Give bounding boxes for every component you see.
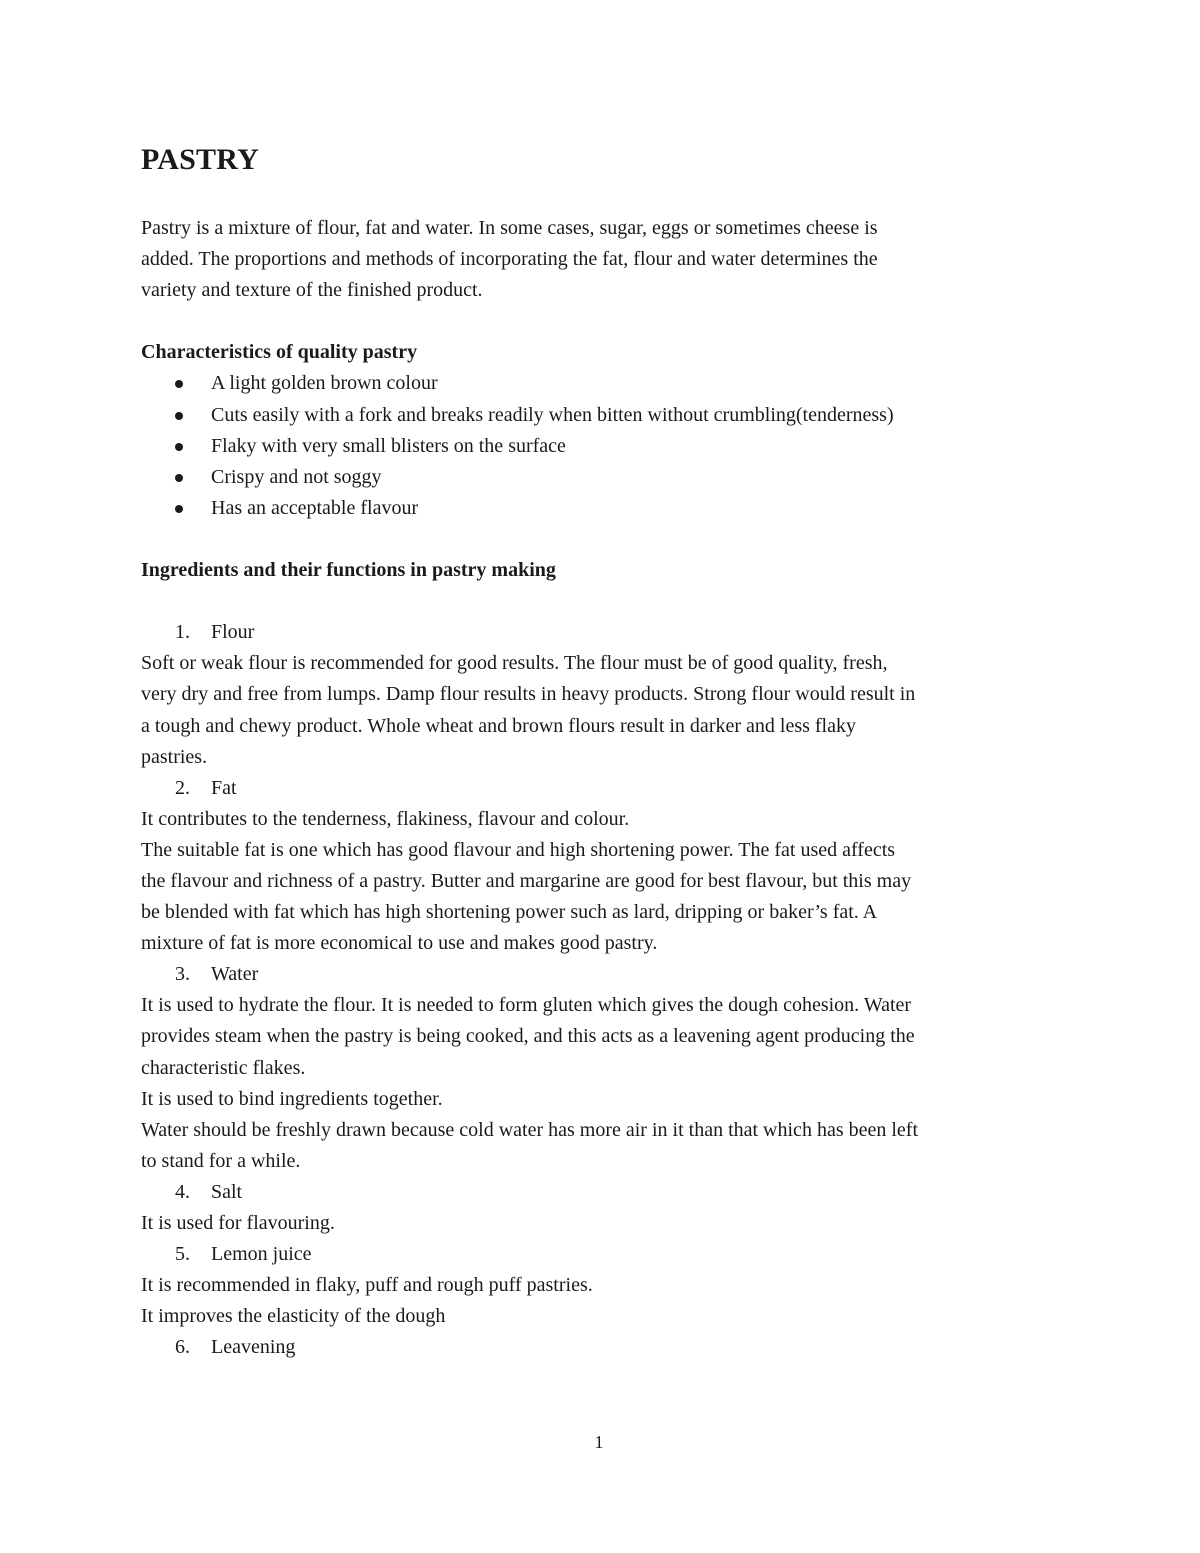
ingredient-text: mixture of fat is more economical to use and makes good pastry. bbox=[141, 932, 658, 955]
ingredient-text: characteristic flakes. bbox=[141, 1056, 306, 1079]
ingredient-text: very dry and free from lumps. Damp flour results in heavy products. Strong flour would result in bbox=[141, 683, 916, 706]
bullet-icon bbox=[175, 380, 183, 388]
ingredient-name: Flour bbox=[211, 621, 255, 644]
ingredient-text: Soft or weak flour is recommended for good results. The flour must be of good quality, fresh, bbox=[141, 652, 888, 675]
intro-paragraph bbox=[141, 213, 1071, 306]
bullet-text: Crispy and not soggy bbox=[211, 465, 382, 488]
page-number: 1 bbox=[594, 1432, 604, 1452]
bullet-text: Cuts easily with a fork and breaks readily when bitten without crumbling(tenderness) bbox=[211, 403, 894, 426]
list-number: 6. bbox=[175, 1336, 190, 1359]
list-number: 4. bbox=[175, 1180, 190, 1203]
list-number: 3. bbox=[175, 963, 190, 986]
ingredient-text: It is used to hydrate the flour. It is needed to form gluten which gives the dough cohesion. Water bbox=[141, 994, 912, 1017]
intro-line: Pastry is a mixture of flour, fat and water. In some cases, sugar, eggs or sometimes cheese is bbox=[141, 217, 878, 239]
list-number: 2. bbox=[175, 776, 190, 799]
ingredient-text: It is used for flavouring. bbox=[141, 1212, 335, 1234]
ingredient-item-fat bbox=[141, 773, 1071, 804]
ingredient-text: a tough and chewy product. Whole wheat and brown flours result in darker and less flaky bbox=[141, 714, 856, 737]
ingredient-text: be blended with fat which has high shortening power such as lard, dripping or baker’s fat. A bbox=[141, 901, 878, 924]
list-number: 1. bbox=[175, 621, 190, 644]
bullet-text: A light golden brown colour bbox=[211, 372, 438, 395]
bullet-icon bbox=[175, 412, 183, 420]
document-body bbox=[141, 213, 1071, 1363]
document-title: PASTRY bbox=[141, 143, 259, 176]
intro-line: variety and texture of the finished product. bbox=[141, 279, 483, 302]
bullet-text: Flaky with very small blisters on the surface bbox=[211, 434, 566, 457]
bullet-icon bbox=[175, 505, 183, 513]
ingredient-name: Leavening bbox=[211, 1336, 296, 1359]
bullet-item bbox=[141, 368, 1071, 399]
ingredient-name: Salt bbox=[211, 1180, 243, 1203]
ingredient-name: Water bbox=[211, 963, 259, 986]
ingredient-item-salt bbox=[141, 1177, 1071, 1208]
bullet-icon bbox=[175, 443, 183, 451]
ingredient-text: It is used to bind ingredients together. bbox=[141, 1087, 443, 1110]
ingredient-text: pastries. bbox=[141, 745, 208, 768]
intro-line: added. The proportions and methods of incorporating the fat, flour and water determines the bbox=[141, 248, 878, 271]
ingredient-text: The suitable fat is one which has good flavour and high shortening power. The fat used affects bbox=[141, 838, 896, 861]
ingredient-text: the flavour and richness of a pastry. Butter and margarine are good for best flavour, but this may bbox=[141, 869, 912, 892]
ingredient-item-lemon-juice bbox=[141, 1239, 1071, 1270]
ingredient-text: It contributes to the tenderness, flakiness, flavour and colour. bbox=[141, 807, 630, 830]
list-number: 5. bbox=[175, 1243, 190, 1266]
ingredient-text: to stand for a while. bbox=[141, 1149, 301, 1172]
bullet-item bbox=[141, 431, 1071, 462]
characteristics-list bbox=[141, 368, 1071, 523]
ingredient-item-leavening bbox=[141, 1332, 1071, 1363]
ingredient-item-water bbox=[141, 959, 1071, 990]
ingredients-heading: Ingredients and their functions in pastry making bbox=[141, 559, 556, 582]
bullet-item bbox=[141, 400, 1071, 431]
bullet-item bbox=[141, 462, 1071, 493]
document-page bbox=[141, 0, 1071, 1553]
bullet-icon bbox=[175, 474, 183, 482]
ingredient-text: It is recommended in flaky, puff and rough puff pastries. bbox=[141, 1274, 593, 1297]
ingredient-text: Water should be freshly drawn because cold water has more air in it than that which has been left bbox=[141, 1118, 919, 1141]
bullet-text: Has an acceptable flavour bbox=[211, 496, 419, 519]
ingredients-list bbox=[141, 617, 1071, 1363]
ingredient-name: Fat bbox=[211, 776, 237, 799]
characteristics-heading: Characteristics of quality pastry bbox=[141, 341, 418, 364]
bullet-item bbox=[141, 493, 1071, 524]
ingredient-text: provides steam when the pastry is being cooked, and this acts as a leavening agent producing the bbox=[141, 1025, 915, 1048]
ingredient-item-flour bbox=[141, 617, 1071, 648]
ingredient-text: It improves the elasticity of the dough bbox=[141, 1305, 446, 1328]
ingredient-name: Lemon juice bbox=[211, 1243, 312, 1266]
